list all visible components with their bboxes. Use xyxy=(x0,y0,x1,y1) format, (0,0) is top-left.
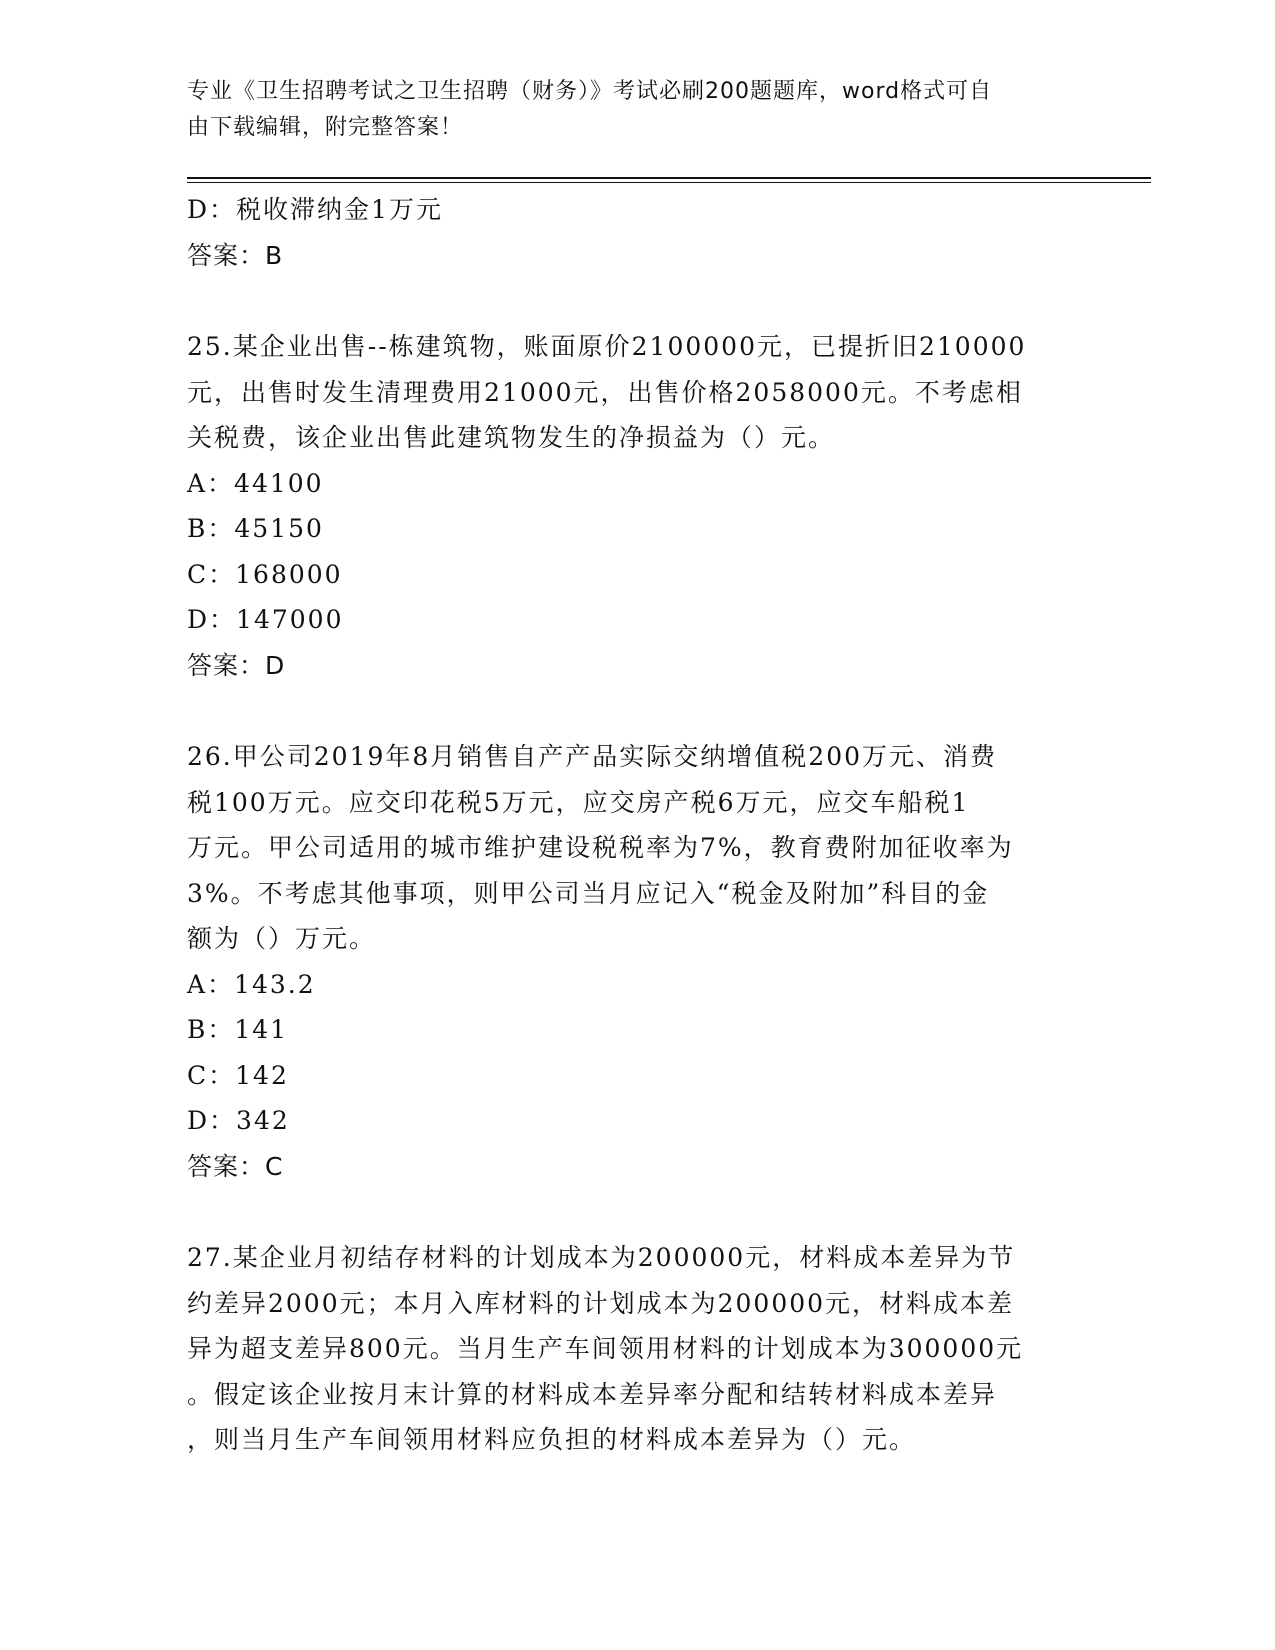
option-b: B：45150 xyxy=(187,514,324,543)
question-27 xyxy=(187,1235,1087,1463)
option-a: A：44100 xyxy=(187,468,324,498)
spacer xyxy=(187,278,1087,324)
answer-line: 答案：D xyxy=(187,650,286,680)
option-c: C：142 xyxy=(187,1060,289,1090)
question-stem-line: 关税费，该企业出售此建筑物发生的净损益为（）元。 xyxy=(187,423,836,452)
question-stem-line: 元，出售时发生清理费用21000元，出售价格2058000元。不考虑相 xyxy=(187,377,1023,407)
option-d: D：342 xyxy=(187,1106,290,1135)
option-a: A：143.2 xyxy=(187,969,316,999)
answer-line: 答案：C xyxy=(187,1151,284,1181)
question-stem-line: 27.某企业月初结存材料的计划成本为200000元，材料成本差异为节 xyxy=(187,1243,1016,1272)
option-c: C：168000 xyxy=(187,559,343,589)
question-stem-line: ，则当月生产车间领用材料应负担的材料成本差异为（）元。 xyxy=(187,1425,917,1454)
header-rule-thick xyxy=(187,177,1151,179)
header-line-2: 由下载编辑，附完整答案！ xyxy=(187,115,464,140)
question-stem-line: 税100万元。应交印花税5万元，应交房产税6万元，应交车船税1 xyxy=(187,787,970,817)
question-fragment-24 xyxy=(187,187,1087,278)
header-line-1: 专业《卫生招聘考试之卫生招聘（财务）》考试必刷200题题库，word格式可自 xyxy=(187,79,993,104)
question-stem-line: 25.某企业出售--栋建筑物，账面原价2100000元，已提折旧210000 xyxy=(187,332,1027,361)
spacer xyxy=(187,1189,1087,1235)
document-body xyxy=(187,187,1087,1463)
option-b: B：141 xyxy=(187,1015,289,1044)
question-stem-line: 26.甲公司2019年8月销售自产产品实际交纳增值税200万元、消费 xyxy=(187,742,998,771)
option-d: D：147000 xyxy=(187,605,344,634)
option-d: D：税收滞纳金1万元 xyxy=(187,195,443,224)
question-25 xyxy=(187,324,1087,688)
question-stem-line: 3%。不考虑其他事项，则甲公司当月应记入“税金及附加”科目的金 xyxy=(187,878,990,908)
question-stem-line: 。假定该企业按月末计算的材料成本差异率分配和结转材料成本差异 xyxy=(187,1379,998,1409)
header-rule-thin xyxy=(187,182,1151,183)
question-26 xyxy=(187,734,1087,1189)
question-stem-line: 异为超支差异800元。当月生产车间领用材料的计划成本为300000元 xyxy=(187,1334,1024,1363)
question-stem-line: 万元。甲公司适用的城市维护建设税税率为7%，教育费附加征收率为 xyxy=(187,833,1014,862)
spacer xyxy=(187,688,1087,734)
answer-line: 答案：B xyxy=(187,240,284,270)
document-header xyxy=(187,74,1067,146)
question-stem-line: 额为（）万元。 xyxy=(187,924,377,953)
question-stem-line: 约差异2000元；本月入库材料的计划成本为200000元，材料成本差 xyxy=(187,1288,1015,1318)
